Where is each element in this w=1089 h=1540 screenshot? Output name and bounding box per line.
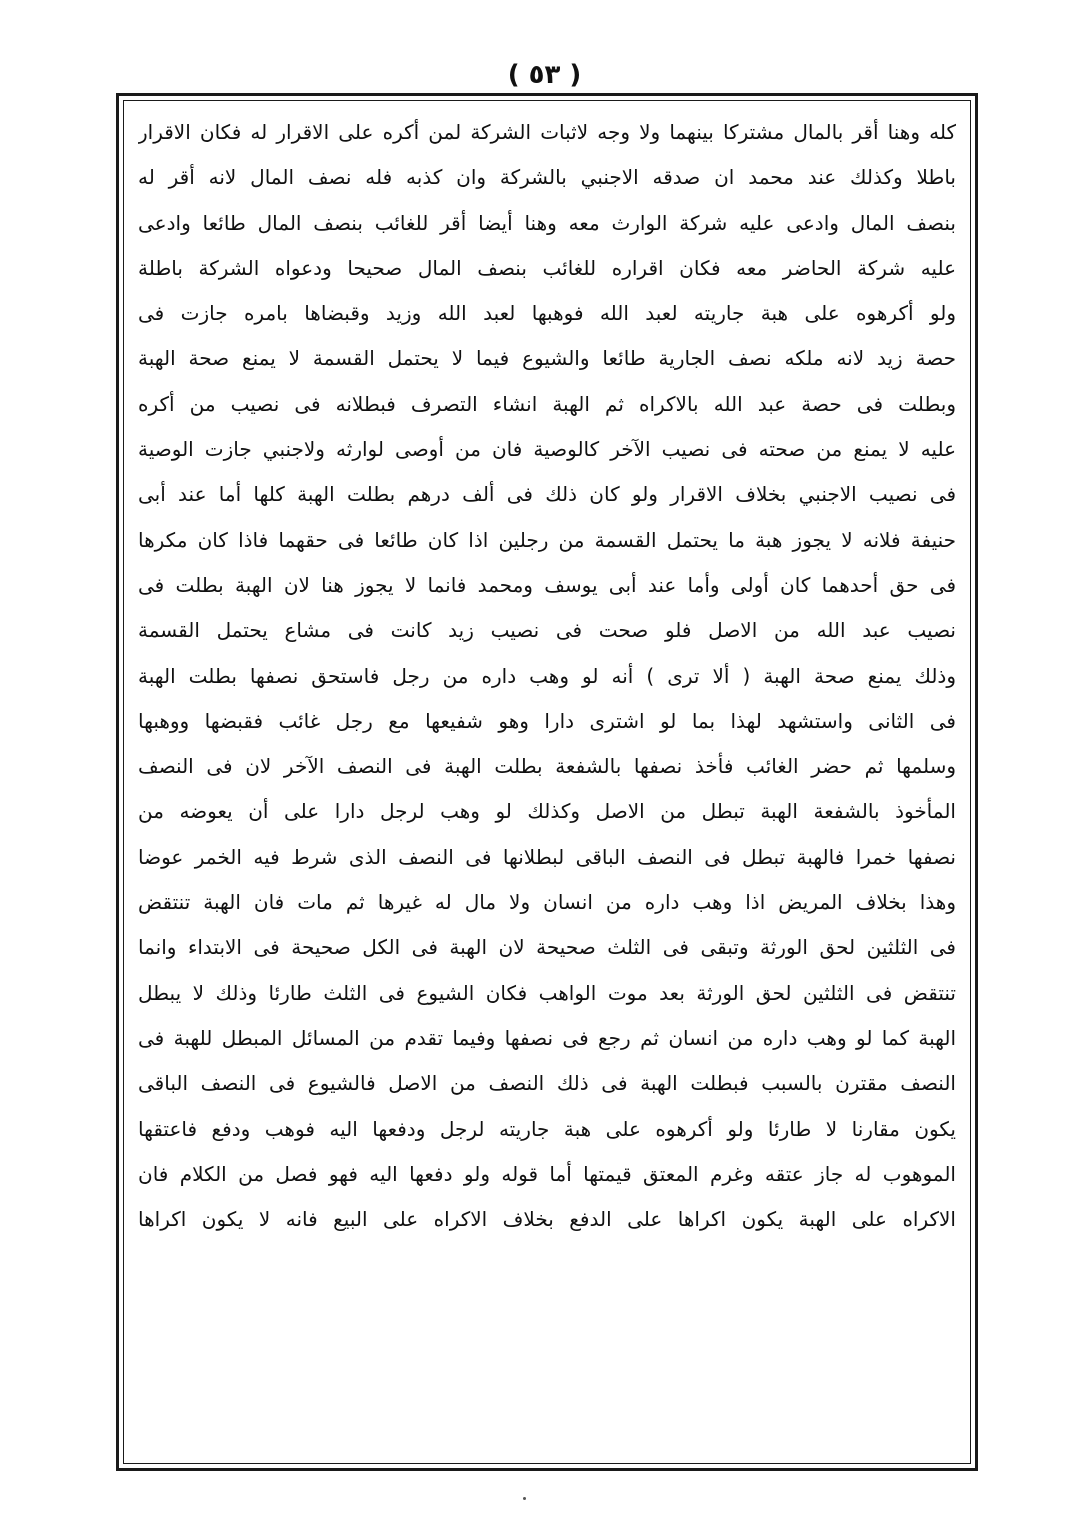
text-line [138, 1424, 956, 1469]
text-body [138, 110, 956, 1469]
text-line [138, 1378, 956, 1423]
text-line: عليه شركة الحاضر معه فكان اقراره للغائب بنصف المال صحيحا ودعواه الشركة باطلة [138, 255, 956, 280]
text-line: بنصف المال وادعى عليه شركة الوارث معه وهنا أيضا أقر للغائب بنصف المال طائعا وادعى [138, 210, 956, 235]
text-line: النصف مقترن بالسبب فبطلت الهبة فى ذلك النصف من الاصل فالشيوع فى النصف الباقى [138, 1071, 956, 1096]
text-line [138, 1333, 956, 1378]
text-line: الاكراه على الهبة يكون اكراها على الدفع بخلاف الاكراه على البيع فانه لا يكون اكراها [138, 1207, 956, 1232]
text-line [138, 1288, 956, 1333]
text-line: وذلك يمنع صحة الهبة ( ألا ترى ) أنه لو وهب داره من رجل فاستحق نصفها بطلت الهبة [138, 663, 956, 688]
text-line: الموهوب له جاز عتقه وغرم المعتق قيمتها أما قوله ولو دفعها اليه فهو فصل من الكلام فان [138, 1161, 956, 1186]
text-line: الهبة كما لو وهب داره من انسان ثم رجع فى نصفها وفيما تقدم من المسائل المبطل للهبة فى [138, 1025, 956, 1050]
text-line: عليه لا يمنع من صحته فى نصيب الآخر كالوصية فان من أوصى لوارثه ولاجنبي جازت الوصية [138, 437, 956, 462]
text-line [138, 1242, 956, 1287]
text-line: وسلمها ثم حضر الغائب فأخذ نصفها بالشفعة بطلت الهبة فى النصف الآخر لان فى النصف [138, 754, 956, 779]
text-line: كله وهنا أقر بالمال مشتركا بينهما ولا وجه لاثبات الشركة لمن أكره على الاقرار له فكان الاقرار [138, 120, 956, 144]
scan-speck [523, 1497, 526, 1500]
text-line: المأخوذ بالشفعة الهبة تبطل من الاصل وكذلك لو وهب لرجل دارا على أن يعوضه من [138, 799, 956, 824]
text-line: فى نصيب الاجنبي بخلاف الاقرار ولو كان ذلك فى ألف درهم بطلت الهبة كلها أما عند أبى [138, 482, 956, 507]
text-line: وبطلت فى حصة عبد الله بالاكراه ثم الهبة انشاء التصرف فبطلانه فى نصيب من أكره [138, 391, 956, 416]
text-line: حنيفة فلانه لا يجوز هبة ما يحتمل القسمة من رجلين اذا كان طائعا فى حقهما فاذا كان مكرها [138, 527, 956, 552]
text-line: تنتقض فى الثلثين لحق الورثة بعد موت الواهب فكان الشيوع فى الثلث طارئا وذلك لا يبطل [138, 980, 956, 1005]
text-line: فى حق أحدهما كان أولى وأما عند أبى يوسف ومحمد فانما لا يجوز هنا لان الهبة بطلت فى [138, 572, 956, 597]
page-number: ( ٥٣ ) [507, 60, 582, 90]
text-line: فى الثانى واستشهد لهذا بما لو اشترى دارا وهو شفيعها مع رجل غائب فقبضها ووهبها [138, 708, 956, 733]
text-line: نصيب عبد الله من الاصل فلو صحت فى نصيب زيد كانت فى مشاع يحتمل القسمة [138, 618, 956, 643]
text-line: نصفها خمرا فالهبة تبطل فى النصف الباقى لبطلانها فى النصف الذى شرط فيه الخمر عوضا [138, 844, 956, 869]
text-line: ولو أكرهوه على هبة جاريته لعبد الله فوهبها لعبد الله وزيد وقبضاها بامره جازت فى [138, 301, 956, 326]
text-line: يكون مقارنا لا طارئا ولو أكرهوه على هبة جاريته لرجل ودفعها اليه فوهب ودفع فاعتقها [138, 1116, 956, 1141]
text-line: فى الثلثين لحق الورثة وتبقى فى الثلث صحيحة لان الهبة فى الكل صحيحة فى الابتداء وانما [138, 935, 956, 960]
text-line: حصة زيد لانه ملكه نصف الجارية طائعا والشيوع فيما لا يحتمل القسمة لا يمنع صحة الهبة [138, 346, 956, 371]
text-line: وهذا بخلاف المريض اذا وهب داره من انسان ولا مال له غيرها ثم مات فان الهبة تنتقض [138, 890, 956, 915]
text-line: باطلا وكذلك عند محمد ان صدقه الاجنبي بالشركة وان كذبه فله نصف المال لانه أقر له [138, 165, 956, 190]
